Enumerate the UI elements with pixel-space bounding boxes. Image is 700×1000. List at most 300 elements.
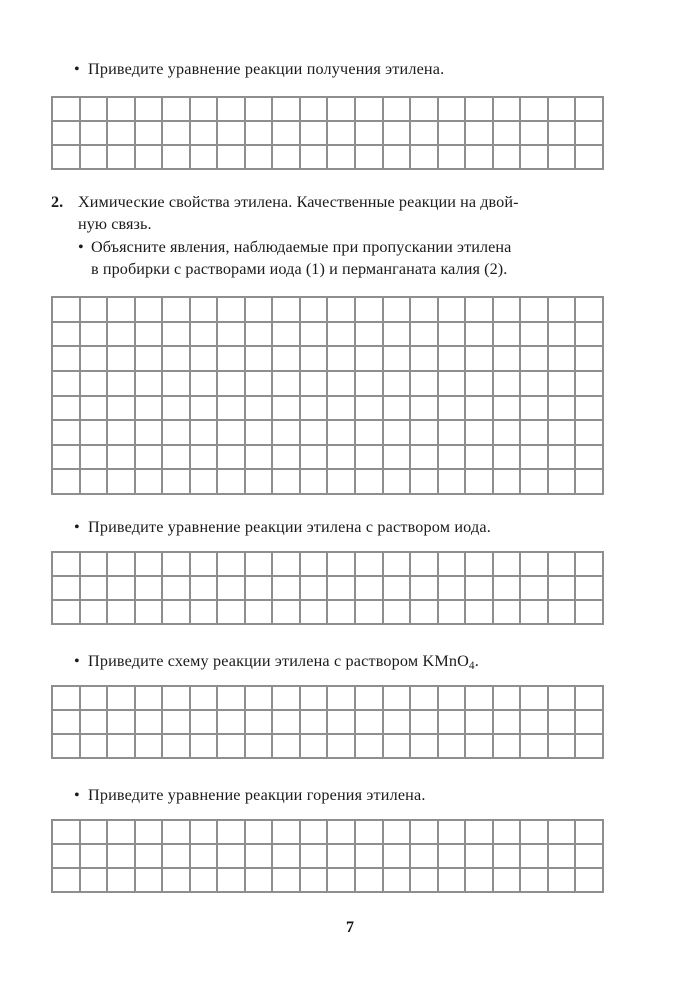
answer-grid-cell[interactable]: [439, 347, 467, 372]
answer-grid-cell[interactable]: [53, 577, 81, 601]
answer-grid-cell[interactable]: [494, 98, 522, 122]
answer-grid-cell[interactable]: [549, 711, 577, 735]
answer-grid-cell[interactable]: [549, 601, 577, 625]
answer-grid-cell[interactable]: [439, 687, 467, 711]
answer-grid-4[interactable]: [51, 685, 604, 759]
answer-grid-cell[interactable]: [53, 421, 81, 446]
answer-grid-cell[interactable]: [411, 577, 439, 601]
answer-grid-cell[interactable]: [108, 687, 136, 711]
answer-grid-cell[interactable]: [328, 553, 356, 577]
answer-grid-cell[interactable]: [108, 821, 136, 845]
answer-grid-cell[interactable]: [356, 122, 384, 146]
answer-grid-cell[interactable]: [411, 298, 439, 323]
answer-grid-cell[interactable]: [576, 845, 604, 869]
answer-grid-cell[interactable]: [81, 577, 109, 601]
answer-grid-cell[interactable]: [411, 421, 439, 446]
answer-grid-cell[interactable]: [356, 146, 384, 170]
answer-grid-cell[interactable]: [136, 421, 164, 446]
answer-grid-cell[interactable]: [163, 711, 191, 735]
answer-grid-cell[interactable]: [576, 577, 604, 601]
answer-grid-cell[interactable]: [191, 553, 219, 577]
answer-grid-cell[interactable]: [521, 323, 549, 348]
answer-grid-cell[interactable]: [549, 577, 577, 601]
answer-grid-cell[interactable]: [246, 553, 274, 577]
answer-grid-cell[interactable]: [53, 98, 81, 122]
answer-grid-cell[interactable]: [328, 601, 356, 625]
answer-grid-cell[interactable]: [356, 821, 384, 845]
answer-grid-cell[interactable]: [576, 687, 604, 711]
answer-grid-cell[interactable]: [273, 397, 301, 422]
answer-grid-cell[interactable]: [411, 347, 439, 372]
answer-grid-cell[interactable]: [218, 687, 246, 711]
answer-grid-cell[interactable]: [576, 711, 604, 735]
answer-grid-cell[interactable]: [494, 372, 522, 397]
answer-grid-cell[interactable]: [163, 347, 191, 372]
answer-grid-cell[interactable]: [218, 711, 246, 735]
answer-grid-cell[interactable]: [273, 122, 301, 146]
answer-grid-cell[interactable]: [356, 687, 384, 711]
answer-grid-cell[interactable]: [191, 687, 219, 711]
answer-grid-cell[interactable]: [384, 470, 412, 495]
answer-grid-cell[interactable]: [218, 470, 246, 495]
answer-grid-cell[interactable]: [53, 372, 81, 397]
answer-grid-cell[interactable]: [136, 98, 164, 122]
answer-grid-cell[interactable]: [246, 421, 274, 446]
answer-grid-cell[interactable]: [218, 146, 246, 170]
answer-grid-cell[interactable]: [273, 470, 301, 495]
answer-grid-cell[interactable]: [136, 735, 164, 759]
answer-grid-cell[interactable]: [136, 397, 164, 422]
answer-grid-cell[interactable]: [384, 347, 412, 372]
answer-grid-cell[interactable]: [521, 397, 549, 422]
answer-grid-cell[interactable]: [356, 446, 384, 471]
answer-grid-cell[interactable]: [136, 601, 164, 625]
answer-grid-cell[interactable]: [384, 845, 412, 869]
answer-grid-cell[interactable]: [301, 323, 329, 348]
answer-grid-cell[interactable]: [411, 470, 439, 495]
answer-grid-cell[interactable]: [384, 553, 412, 577]
answer-grid-cell[interactable]: [356, 577, 384, 601]
answer-grid-cell[interactable]: [549, 122, 577, 146]
answer-grid-cell[interactable]: [301, 372, 329, 397]
answer-grid-cell[interactable]: [411, 372, 439, 397]
answer-grid-cell[interactable]: [521, 821, 549, 845]
answer-grid-cell[interactable]: [246, 323, 274, 348]
answer-grid-cell[interactable]: [411, 601, 439, 625]
answer-grid-cell[interactable]: [81, 122, 109, 146]
answer-grid-cell[interactable]: [136, 298, 164, 323]
answer-grid-cell[interactable]: [549, 98, 577, 122]
answer-grid-cell[interactable]: [384, 577, 412, 601]
answer-grid-cell[interactable]: [53, 601, 81, 625]
answer-grid-cell[interactable]: [466, 347, 494, 372]
answer-grid-cell[interactable]: [301, 446, 329, 471]
answer-grid-cell[interactable]: [191, 470, 219, 495]
answer-grid-cell[interactable]: [218, 735, 246, 759]
answer-grid-cell[interactable]: [246, 821, 274, 845]
answer-grid-cell[interactable]: [218, 397, 246, 422]
answer-grid-cell[interactable]: [108, 735, 136, 759]
answer-grid-cell[interactable]: [108, 869, 136, 893]
answer-grid-cell[interactable]: [163, 98, 191, 122]
answer-grid-cell[interactable]: [108, 446, 136, 471]
answer-grid-cell[interactable]: [273, 553, 301, 577]
answer-grid-cell[interactable]: [191, 372, 219, 397]
answer-grid-cell[interactable]: [191, 446, 219, 471]
answer-grid-cell[interactable]: [384, 122, 412, 146]
answer-grid-cell[interactable]: [411, 735, 439, 759]
answer-grid-cell[interactable]: [576, 421, 604, 446]
answer-grid-cell[interactable]: [494, 577, 522, 601]
answer-grid-cell[interactable]: [521, 553, 549, 577]
answer-grid-cell[interactable]: [384, 601, 412, 625]
answer-grid-cell[interactable]: [439, 421, 467, 446]
answer-grid-cell[interactable]: [439, 122, 467, 146]
answer-grid-cell[interactable]: [494, 735, 522, 759]
answer-grid-cell[interactable]: [466, 711, 494, 735]
answer-grid-cell[interactable]: [301, 553, 329, 577]
answer-grid-cell[interactable]: [439, 146, 467, 170]
answer-grid-cell[interactable]: [246, 687, 274, 711]
answer-grid-cell[interactable]: [328, 323, 356, 348]
answer-grid-cell[interactable]: [191, 421, 219, 446]
answer-grid-cell[interactable]: [108, 845, 136, 869]
answer-grid-cell[interactable]: [218, 821, 246, 845]
answer-grid-cell[interactable]: [466, 98, 494, 122]
answer-grid-cell[interactable]: [328, 446, 356, 471]
answer-grid-cell[interactable]: [163, 372, 191, 397]
answer-grid-cell[interactable]: [328, 470, 356, 495]
answer-grid-cell[interactable]: [108, 372, 136, 397]
answer-grid-cell[interactable]: [576, 298, 604, 323]
answer-grid-cell[interactable]: [439, 298, 467, 323]
answer-grid-cell[interactable]: [466, 869, 494, 893]
answer-grid-cell[interactable]: [439, 735, 467, 759]
answer-grid-cell[interactable]: [301, 298, 329, 323]
answer-grid-cell[interactable]: [81, 146, 109, 170]
answer-grid-cell[interactable]: [466, 397, 494, 422]
answer-grid-cell[interactable]: [273, 446, 301, 471]
answer-grid-cell[interactable]: [576, 122, 604, 146]
answer-grid-cell[interactable]: [81, 553, 109, 577]
answer-grid-cell[interactable]: [246, 347, 274, 372]
answer-grid-cell[interactable]: [301, 347, 329, 372]
answer-grid-cell[interactable]: [163, 553, 191, 577]
answer-grid-cell[interactable]: [328, 821, 356, 845]
answer-grid-cell[interactable]: [301, 687, 329, 711]
answer-grid-cell[interactable]: [439, 470, 467, 495]
answer-grid-cell[interactable]: [218, 98, 246, 122]
answer-grid-cell[interactable]: [163, 821, 191, 845]
answer-grid-cell[interactable]: [549, 735, 577, 759]
answer-grid-cell[interactable]: [411, 446, 439, 471]
answer-grid-cell[interactable]: [136, 446, 164, 471]
answer-grid-cell[interactable]: [356, 845, 384, 869]
answer-grid-cell[interactable]: [576, 735, 604, 759]
answer-grid-cell[interactable]: [136, 146, 164, 170]
answer-grid-cell[interactable]: [411, 553, 439, 577]
answer-grid-cell[interactable]: [384, 421, 412, 446]
answer-grid-cell[interactable]: [384, 323, 412, 348]
answer-grid-cell[interactable]: [273, 687, 301, 711]
answer-grid-cell[interactable]: [549, 553, 577, 577]
answer-grid-cell[interactable]: [301, 98, 329, 122]
answer-grid-cell[interactable]: [81, 711, 109, 735]
answer-grid-cell[interactable]: [521, 347, 549, 372]
answer-grid-cell[interactable]: [81, 845, 109, 869]
answer-grid-cell[interactable]: [494, 687, 522, 711]
answer-grid-2[interactable]: [51, 296, 604, 495]
answer-grid-cell[interactable]: [549, 298, 577, 323]
answer-grid-cell[interactable]: [576, 146, 604, 170]
answer-grid-cell[interactable]: [218, 869, 246, 893]
answer-grid-cell[interactable]: [494, 122, 522, 146]
answer-grid-cell[interactable]: [466, 601, 494, 625]
answer-grid-cell[interactable]: [136, 687, 164, 711]
answer-grid-cell[interactable]: [301, 869, 329, 893]
answer-grid-cell[interactable]: [328, 347, 356, 372]
answer-grid-cell[interactable]: [273, 323, 301, 348]
answer-grid-cell[interactable]: [411, 711, 439, 735]
answer-grid-cell[interactable]: [191, 577, 219, 601]
answer-grid-cell[interactable]: [356, 98, 384, 122]
answer-grid-cell[interactable]: [411, 687, 439, 711]
answer-grid-cell[interactable]: [576, 372, 604, 397]
answer-grid-cell[interactable]: [136, 577, 164, 601]
answer-grid-cell[interactable]: [246, 397, 274, 422]
answer-grid-cell[interactable]: [191, 146, 219, 170]
answer-grid-cell[interactable]: [218, 298, 246, 323]
answer-grid-cell[interactable]: [521, 122, 549, 146]
answer-grid-cell[interactable]: [81, 397, 109, 422]
answer-grid-cell[interactable]: [411, 821, 439, 845]
answer-grid-cell[interactable]: [494, 821, 522, 845]
answer-grid-cell[interactable]: [328, 577, 356, 601]
answer-grid-cell[interactable]: [328, 397, 356, 422]
answer-grid-cell[interactable]: [549, 470, 577, 495]
answer-grid-cell[interactable]: [246, 869, 274, 893]
answer-grid-cell[interactable]: [53, 845, 81, 869]
answer-grid-cell[interactable]: [384, 711, 412, 735]
answer-grid-cell[interactable]: [108, 397, 136, 422]
answer-grid-cell[interactable]: [494, 421, 522, 446]
answer-grid-cell[interactable]: [521, 146, 549, 170]
answer-grid-cell[interactable]: [108, 98, 136, 122]
answer-grid-cell[interactable]: [384, 98, 412, 122]
answer-grid-cell[interactable]: [81, 869, 109, 893]
answer-grid-cell[interactable]: [108, 323, 136, 348]
answer-grid-cell[interactable]: [273, 601, 301, 625]
answer-grid-cell[interactable]: [191, 735, 219, 759]
answer-grid-cell[interactable]: [549, 146, 577, 170]
answer-grid-cell[interactable]: [411, 98, 439, 122]
answer-grid-3[interactable]: [51, 551, 604, 625]
answer-grid-cell[interactable]: [53, 553, 81, 577]
answer-grid-cell[interactable]: [494, 347, 522, 372]
answer-grid-cell[interactable]: [108, 553, 136, 577]
answer-grid-cell[interactable]: [494, 323, 522, 348]
answer-grid-cell[interactable]: [466, 298, 494, 323]
answer-grid-cell[interactable]: [191, 711, 219, 735]
answer-grid-cell[interactable]: [246, 298, 274, 323]
answer-grid-cell[interactable]: [246, 446, 274, 471]
answer-grid-cell[interactable]: [466, 146, 494, 170]
answer-grid-cell[interactable]: [356, 869, 384, 893]
answer-grid-cell[interactable]: [163, 470, 191, 495]
answer-grid-cell[interactable]: [439, 98, 467, 122]
answer-grid-cell[interactable]: [246, 470, 274, 495]
answer-grid-cell[interactable]: [301, 470, 329, 495]
answer-grid-cell[interactable]: [521, 711, 549, 735]
answer-grid-cell[interactable]: [273, 347, 301, 372]
answer-grid-cell[interactable]: [494, 601, 522, 625]
answer-grid-cell[interactable]: [576, 470, 604, 495]
answer-grid-cell[interactable]: [273, 146, 301, 170]
answer-grid-cell[interactable]: [439, 869, 467, 893]
answer-grid-1[interactable]: [51, 96, 604, 170]
answer-grid-cell[interactable]: [356, 323, 384, 348]
answer-grid-cell[interactable]: [328, 711, 356, 735]
answer-grid-cell[interactable]: [163, 122, 191, 146]
answer-grid-cell[interactable]: [549, 323, 577, 348]
answer-grid-cell[interactable]: [81, 323, 109, 348]
answer-grid-cell[interactable]: [549, 421, 577, 446]
answer-grid-cell[interactable]: [439, 323, 467, 348]
answer-grid-cell[interactable]: [163, 446, 191, 471]
answer-grid-cell[interactable]: [53, 298, 81, 323]
answer-grid-cell[interactable]: [136, 470, 164, 495]
answer-grid-cell[interactable]: [521, 577, 549, 601]
answer-grid-cell[interactable]: [576, 397, 604, 422]
answer-grid-cell[interactable]: [328, 98, 356, 122]
answer-grid-cell[interactable]: [136, 122, 164, 146]
answer-grid-cell[interactable]: [549, 687, 577, 711]
answer-grid-cell[interactable]: [191, 601, 219, 625]
answer-grid-cell[interactable]: [356, 372, 384, 397]
answer-grid-cell[interactable]: [163, 146, 191, 170]
answer-grid-cell[interactable]: [439, 553, 467, 577]
answer-grid-cell[interactable]: [218, 601, 246, 625]
answer-grid-cell[interactable]: [356, 470, 384, 495]
answer-grid-cell[interactable]: [549, 845, 577, 869]
answer-grid-cell[interactable]: [521, 372, 549, 397]
answer-grid-cell[interactable]: [301, 711, 329, 735]
answer-grid-cell[interactable]: [466, 446, 494, 471]
answer-grid-cell[interactable]: [191, 397, 219, 422]
answer-grid-cell[interactable]: [108, 470, 136, 495]
answer-grid-cell[interactable]: [273, 98, 301, 122]
answer-grid-cell[interactable]: [218, 372, 246, 397]
answer-grid-cell[interactable]: [53, 347, 81, 372]
answer-grid-cell[interactable]: [466, 421, 494, 446]
answer-grid-cell[interactable]: [273, 711, 301, 735]
answer-grid-cell[interactable]: [576, 821, 604, 845]
answer-grid-cell[interactable]: [136, 845, 164, 869]
answer-grid-cell[interactable]: [494, 869, 522, 893]
answer-grid-cell[interactable]: [218, 323, 246, 348]
answer-grid-cell[interactable]: [466, 687, 494, 711]
answer-grid-cell[interactable]: [108, 421, 136, 446]
answer-grid-cell[interactable]: [301, 577, 329, 601]
answer-grid-cell[interactable]: [466, 821, 494, 845]
answer-grid-cell[interactable]: [108, 122, 136, 146]
answer-grid-cell[interactable]: [466, 323, 494, 348]
answer-grid-cell[interactable]: [494, 146, 522, 170]
answer-grid-cell[interactable]: [576, 553, 604, 577]
answer-grid-cell[interactable]: [218, 845, 246, 869]
answer-grid-cell[interactable]: [384, 397, 412, 422]
answer-grid-cell[interactable]: [163, 687, 191, 711]
answer-grid-cell[interactable]: [136, 821, 164, 845]
answer-grid-cell[interactable]: [356, 553, 384, 577]
answer-grid-cell[interactable]: [384, 372, 412, 397]
answer-grid-cell[interactable]: [356, 421, 384, 446]
answer-grid-cell[interactable]: [576, 601, 604, 625]
answer-grid-cell[interactable]: [549, 347, 577, 372]
answer-grid-cell[interactable]: [439, 372, 467, 397]
answer-grid-cell[interactable]: [521, 446, 549, 471]
answer-grid-cell[interactable]: [191, 298, 219, 323]
answer-grid-cell[interactable]: [246, 372, 274, 397]
answer-grid-cell[interactable]: [218, 553, 246, 577]
answer-grid-cell[interactable]: [246, 845, 274, 869]
answer-grid-cell[interactable]: [136, 347, 164, 372]
answer-grid-cell[interactable]: [246, 735, 274, 759]
answer-grid-cell[interactable]: [163, 323, 191, 348]
answer-grid-cell[interactable]: [246, 711, 274, 735]
answer-grid-cell[interactable]: [384, 446, 412, 471]
answer-grid-cell[interactable]: [163, 421, 191, 446]
answer-grid-cell[interactable]: [163, 601, 191, 625]
answer-grid-cell[interactable]: [81, 298, 109, 323]
answer-grid-cell[interactable]: [356, 601, 384, 625]
answer-grid-cell[interactable]: [328, 845, 356, 869]
answer-grid-cell[interactable]: [108, 577, 136, 601]
answer-grid-cell[interactable]: [494, 711, 522, 735]
answer-grid-cell[interactable]: [53, 735, 81, 759]
answer-grid-cell[interactable]: [521, 298, 549, 323]
answer-grid-cell[interactable]: [191, 98, 219, 122]
answer-grid-cell[interactable]: [53, 869, 81, 893]
answer-grid-cell[interactable]: [356, 298, 384, 323]
answer-grid-cell[interactable]: [273, 577, 301, 601]
answer-grid-cell[interactable]: [466, 372, 494, 397]
answer-grid-cell[interactable]: [494, 553, 522, 577]
answer-grid-cell[interactable]: [273, 869, 301, 893]
answer-grid-cell[interactable]: [81, 446, 109, 471]
answer-grid-cell[interactable]: [439, 601, 467, 625]
answer-grid-cell[interactable]: [411, 323, 439, 348]
answer-grid-cell[interactable]: [301, 146, 329, 170]
answer-grid-cell[interactable]: [81, 687, 109, 711]
answer-grid-cell[interactable]: [53, 122, 81, 146]
answer-grid-cell[interactable]: [218, 122, 246, 146]
answer-grid-cell[interactable]: [521, 869, 549, 893]
answer-grid-cell[interactable]: [384, 298, 412, 323]
answer-grid-cell[interactable]: [163, 869, 191, 893]
answer-grid-cell[interactable]: [411, 397, 439, 422]
answer-grid-cell[interactable]: [494, 397, 522, 422]
answer-grid-cell[interactable]: [53, 687, 81, 711]
answer-grid-cell[interactable]: [494, 298, 522, 323]
answer-grid-cell[interactable]: [136, 711, 164, 735]
answer-grid-cell[interactable]: [136, 372, 164, 397]
answer-grid-cell[interactable]: [273, 421, 301, 446]
answer-grid-cell[interactable]: [273, 735, 301, 759]
answer-grid-cell[interactable]: [246, 98, 274, 122]
answer-grid-cell[interactable]: [246, 577, 274, 601]
answer-grid-cell[interactable]: [439, 397, 467, 422]
